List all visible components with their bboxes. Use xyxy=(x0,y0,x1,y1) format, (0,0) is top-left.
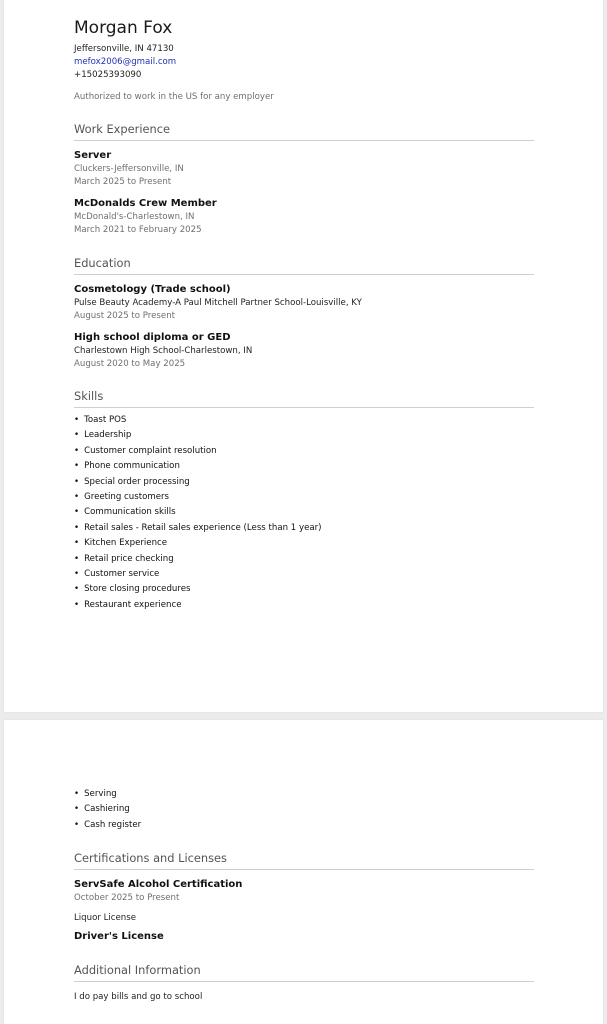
resume-page-1 xyxy=(4,0,603,712)
candidate-name: Morgan Fox xyxy=(74,18,173,38)
school-name: Charlestown High School-Charlestown, IN xyxy=(74,346,253,356)
skills-section xyxy=(74,388,534,613)
job-title: Server xyxy=(74,150,112,161)
resume-page-2 xyxy=(4,720,603,1024)
job-company: McDonald's-Charlestown, IN xyxy=(74,212,195,222)
skill-item: • Serving xyxy=(74,787,534,802)
license-title: Driver's License xyxy=(74,931,164,942)
skill-item: • Cashiering xyxy=(74,802,534,817)
work-entry xyxy=(74,197,534,237)
section-title-skills: Skills xyxy=(74,388,534,408)
skill-item: • Customer complaint resolution xyxy=(74,444,534,459)
work-authorization: Authorized to work in the US for any employer xyxy=(74,92,274,102)
skills-continued xyxy=(74,787,534,833)
certification-entry xyxy=(74,878,534,905)
education-section xyxy=(74,255,534,371)
work-entry xyxy=(74,149,534,189)
job-company: Cluckers-Jeffersonville, IN xyxy=(74,164,184,174)
skills-list xyxy=(74,413,534,613)
education-dates: August 2020 to May 2025 xyxy=(74,359,186,369)
skill-item: • Leadership xyxy=(74,428,534,443)
skills-list-continued xyxy=(74,787,534,833)
job-dates: March 2021 to February 2025 xyxy=(74,225,202,235)
certifications-section xyxy=(74,850,534,944)
section-title-additional-information: Additional Information xyxy=(74,962,534,982)
job-dates: March 2025 to Present xyxy=(74,177,172,187)
skill-item: • Retail sales - Retail sales experience (Less than 1 year) xyxy=(74,521,534,536)
candidate-location: Jeffersonville, IN 47130 xyxy=(74,44,174,54)
certification-dates: October 2025 to Present xyxy=(74,893,180,903)
degree-title: High school diploma or GED xyxy=(74,332,231,343)
education-entry xyxy=(74,331,534,371)
section-title-education: Education xyxy=(74,255,534,275)
skill-item: • Restaurant experience xyxy=(74,598,534,613)
skill-item: • Kitchen Experience xyxy=(74,536,534,551)
additional-information-text: I do pay bills and go to school xyxy=(74,992,203,1002)
degree-title: Cosmetology (Trade school) xyxy=(74,284,231,295)
education-dates: August 2025 to Present xyxy=(74,311,176,321)
section-title-certifications: Certifications and Licenses xyxy=(74,850,534,870)
job-title: McDonalds Crew Member xyxy=(74,198,217,209)
certification-title: ServSafe Alcohol Certification xyxy=(74,879,243,890)
skill-item: • Communication skills xyxy=(74,505,534,520)
candidate-phone: +15025393090 xyxy=(74,70,142,80)
education-entry xyxy=(74,283,534,323)
skill-item: • Special order processing xyxy=(74,475,534,490)
contact-header xyxy=(74,17,534,104)
skill-item: • Customer service xyxy=(74,567,534,582)
additional-information-section xyxy=(74,962,534,1004)
skill-item: • Toast POS xyxy=(74,413,534,428)
candidate-email-link[interactable]: mefox2006@gmail.com xyxy=(74,57,177,67)
skill-item: • Cash register xyxy=(74,818,534,833)
work-experience-section xyxy=(74,121,534,237)
license-item: Liquor License xyxy=(74,913,136,923)
skill-item: • Phone communication xyxy=(74,459,534,474)
skill-item: • Greeting customers xyxy=(74,490,534,505)
skill-item: • Retail price checking xyxy=(74,552,534,567)
skill-item: • Store closing procedures xyxy=(74,582,534,597)
school-name: Pulse Beauty Academy-A Paul Mitchell Partner School-Louisville, KY xyxy=(74,298,362,308)
section-title-work-experience: Work Experience xyxy=(74,121,534,141)
